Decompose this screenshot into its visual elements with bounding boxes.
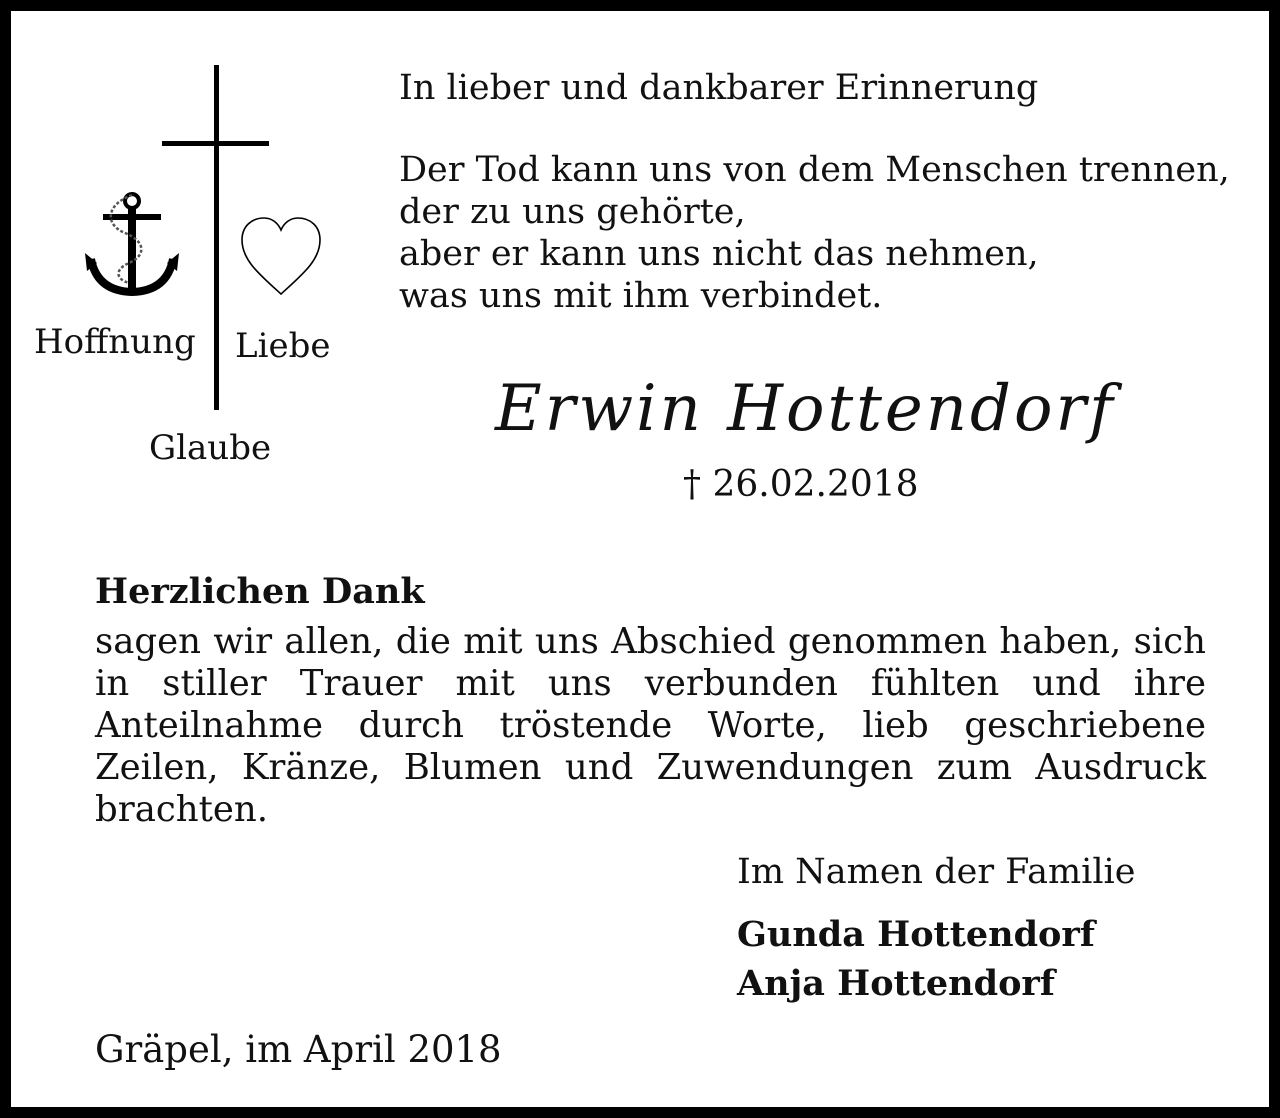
hope-label: Hoffnung xyxy=(34,322,196,362)
signature-name: Gunda Hottendorf xyxy=(737,914,1095,955)
signature-name: Anja Hottendorf xyxy=(737,963,1055,1004)
anchor-icon xyxy=(85,191,179,301)
death-date: † 26.02.2018 xyxy=(683,464,919,505)
verse-line: aber er kann uns nicht das nehmen, xyxy=(399,234,1039,274)
thanks-title: Herzlichen Dank xyxy=(95,571,425,612)
verse-line: der zu uns gehörte, xyxy=(399,192,746,232)
place-date: Gräpel, im April 2018 xyxy=(95,1028,502,1071)
faith-label: Glaube xyxy=(149,428,272,468)
deceased-name: Erwin Hottendorf xyxy=(495,372,1116,446)
cross-icon xyxy=(214,65,219,410)
family-intro: Im Namen der Familie xyxy=(737,852,1136,892)
intro-line: In lieber und dankbarer Erinnerung xyxy=(399,68,1039,108)
cross-bar xyxy=(162,141,269,146)
love-label: Liebe xyxy=(235,326,331,366)
verse-line: Der Tod kann uns von dem Menschen trennen, xyxy=(399,150,1230,190)
verse-line: was uns mit ihm verbindet. xyxy=(399,276,883,316)
thanks-body: sagen wir allen, die mit uns Abschied genommen haben, sich in stiller Trauer mit uns verbunden fühlten und ihre Anteilnahme durch tröstende Worte, lieb geschriebene Zeilen, Kränze, Blumen und Zuwendungen zum Ausdruck brachten. xyxy=(95,621,1206,830)
heart-icon xyxy=(239,216,323,298)
verse xyxy=(399,149,1230,317)
